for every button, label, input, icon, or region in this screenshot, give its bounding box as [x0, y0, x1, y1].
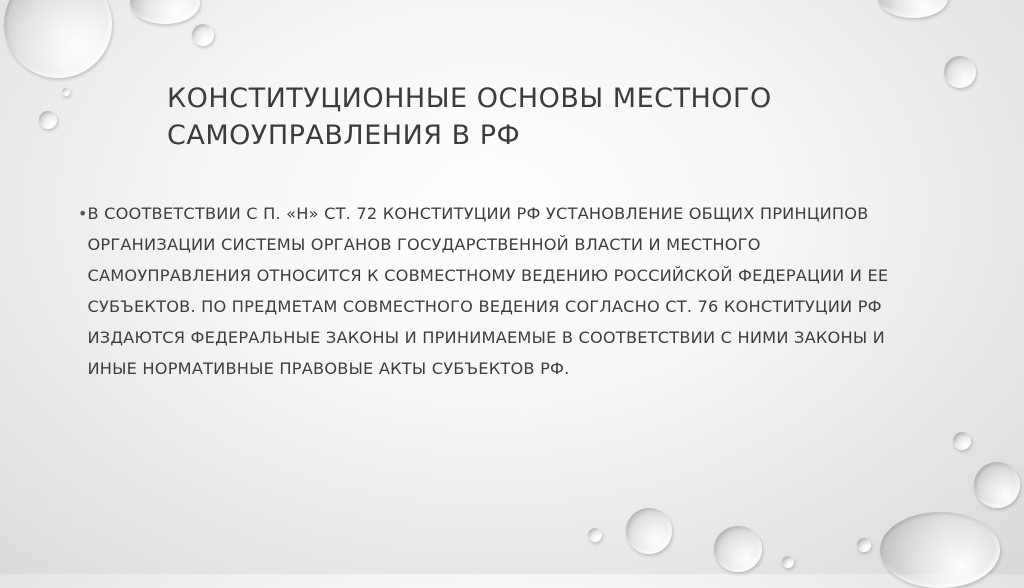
slide-title: КОНСТИТУЦИОННЫЕ ОСНОВЫ МЕСТНОГО САМОУПРАВЛЕНИЯ В РФ	[167, 83, 772, 151]
water-drop-icon	[953, 432, 971, 450]
water-drop-icon	[857, 538, 871, 552]
bullet-icon: •	[78, 204, 88, 223]
water-drop-icon	[62, 88, 70, 96]
water-drop-icon	[39, 111, 57, 129]
bullet-list	[78, 198, 898, 384]
water-drop-icon	[588, 528, 602, 542]
water-drop-icon	[4, 0, 112, 78]
bullet-text: В СООТВЕТСТВИИ С П. «Н» СТ. 72 КОНСТИТУЦИИ РФ УСТАНОВЛЕНИЕ ОБЩИХ ПРИНЦИПОВ ОРГАНИЗАЦИИ СИСТЕМЫ ОРГАНОВ ГОСУДАРСТВЕННОЙ ВЛАСТИ И МЕСТНОГО САМОУПРАВЛЕНИЯ ОТНОСИТСЯ К СОВМЕСТНОМУ ВЕДЕНИЮ РОССИЙСКОЙ ФЕДЕРАЦИИ И ЕЕ СУБЪЕКТОВ. ПО ПРЕДМЕТАМ СОВМЕСТНОГО ВЕДЕНИЯ СОГЛАСНО СТ. 76 КОНСТИТУЦИИ РФ ИЗДАЮТСЯ ФЕДЕРАЛЬНЫЕ ЗАКОНЫ И ПРИНИМАЕМЫЕ В СООТВЕТСТВИИ С НИМИ ЗАКОНЫ И ИНЫЕ НОРМАТИВНЫЕ ПРАВОВЫЕ АКТЫ СУБЪЕКТОВ РФ.	[87, 204, 889, 378]
water-drop-icon	[192, 24, 214, 46]
water-drop-icon	[782, 556, 794, 568]
list-item	[78, 198, 898, 384]
water-drop-icon	[974, 462, 1020, 508]
water-drop-icon	[714, 526, 762, 572]
water-drop-icon	[626, 508, 672, 554]
water-drop-icon	[878, 0, 948, 18]
water-drop-icon	[130, 0, 200, 24]
water-drop-icon	[944, 56, 976, 88]
water-drop-icon	[880, 512, 1000, 588]
